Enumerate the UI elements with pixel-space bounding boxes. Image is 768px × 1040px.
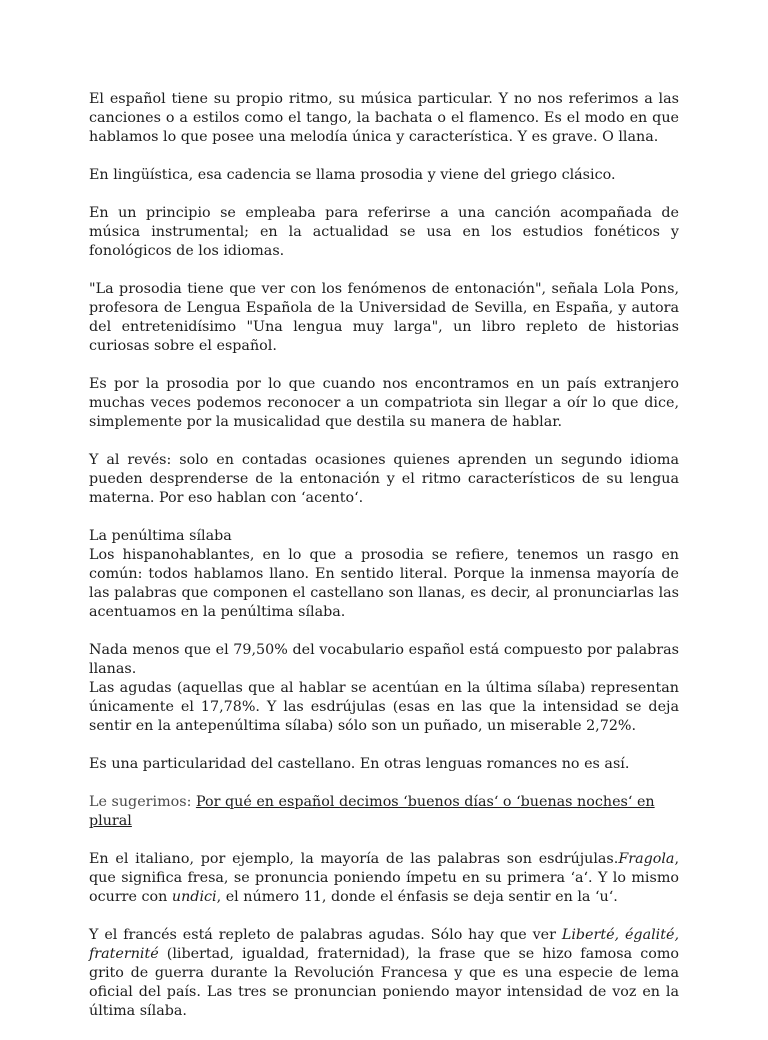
paragraph-prosodia: En lingüística, esa cadencia se llama prosodia y viene del griego clásico. bbox=[89, 167, 616, 183]
paragraph-lola-pons: "La prosodia tiene que ver con los fenómenos de entonación", señala Lola Pons, profesora de Lengua Española de la Universidad de Sevilla, en España, y autora del entretenidísimo "Una lengua muy larga", un libro repleto de historias curiosas sobre el español. bbox=[89, 281, 679, 354]
italiano-text-b: , que significa fresa, se pronuncia poniendo ímpetu en su primera ‘a‘. Y lo mismo ocurre con bbox=[89, 851, 679, 905]
frances-text-b: (libertad, igualdad, fraternidad), la frase que se hizo famosa como grito de guerra durante la Revolución Francesa y que es una especie de lema oficial del país. Las tres se pronuncian poniendo mayor intensidad de voz en la última sílaba. bbox=[89, 946, 679, 1019]
italiano-text-a: En el italiano, por ejemplo, la mayoría de las palabras son esdrújulas. bbox=[89, 851, 619, 867]
paragraph-origin: En un principio se empleaba para referirse a una canción acompañada de música instrumental; en la actualidad se usa en los estudios fonéticos y fonológicos de los idiomas. bbox=[89, 205, 679, 259]
paragraph-statistics bbox=[89, 641, 679, 736]
italiano-word-undici: undici bbox=[171, 889, 217, 905]
section-heading: La penúltima sílaba bbox=[89, 528, 232, 544]
paragraph-llano: Los hispanohablantes, en lo que a prosodia se refiere, tenemos un rasgo en común: todos hablamos llano. En sentido literal. Porque la inmensa mayoría de las palabras que componen el castellano son llanas, es decir, al pronunciarlas las acentuamos en la penúltima sílaba. bbox=[89, 547, 679, 620]
paragraph-intro: El español tiene su propio ritmo, su música particular. Y no nos referimos a las canciones o a estilos como el tango, la bachata o el flamenco. Es el modo en que hablamos lo que posee una melodía única y característica. Y es grave. O llana. bbox=[89, 91, 679, 145]
statistics-first-line: Nada menos que el 79,50% del vocabulario español está compuesto por palabras llanas. bbox=[89, 642, 679, 677]
section-penultima bbox=[89, 527, 679, 622]
paragraph-compatriota: Es por la prosodia por lo que cuando nos encontramos en un país extranjero muchas veces podemos reconocer a un compatriota sin llegar a oír lo que dice, simplemente por la musicalidad que destila su manera de hablar. bbox=[89, 376, 679, 430]
italiano-word-fragola: Fragola bbox=[618, 851, 675, 867]
paragraph-romance: Es una particularidad del castellano. En otras lenguas romances no es así. bbox=[89, 756, 630, 772]
suggestion-line bbox=[89, 793, 679, 831]
suggestion-label: Le sugerimos: bbox=[89, 794, 192, 810]
paragraph-acento: Y al revés: solo en contadas ocasiones quienes aprenden un segundo idioma pueden desprenderse de la entonación y el ritmo característicos de su lengua materna. Por eso hablan con ‘acento‘. bbox=[89, 452, 679, 506]
paragraph-frances bbox=[89, 926, 679, 1021]
frances-motto: Liberté, égalité, fraternité bbox=[89, 927, 680, 962]
article-body bbox=[89, 90, 679, 1040]
italiano-text-c: , el número 11, donde el énfasis se deja sentir en la ‘u‘. bbox=[216, 889, 618, 905]
suggested-article-link[interactable]: Por qué en español decimos ‘buenos días‘ o ‘buenas noches‘ en plural bbox=[89, 794, 655, 829]
statistics-rest: Las agudas (aquellas que al hablar se acentúan en la última sílaba) representan únicamente el 17,78%. Y las esdrújulas (esas en las que la intensidad se deja sentir en la antepenúltima sílaba) sólo son un puñado, un miserable 2,72%. bbox=[89, 680, 679, 734]
paragraph-italiano bbox=[89, 850, 679, 907]
frances-text-a: Y el francés está repleto de palabras agudas. Sólo hay que ver bbox=[89, 927, 562, 943]
